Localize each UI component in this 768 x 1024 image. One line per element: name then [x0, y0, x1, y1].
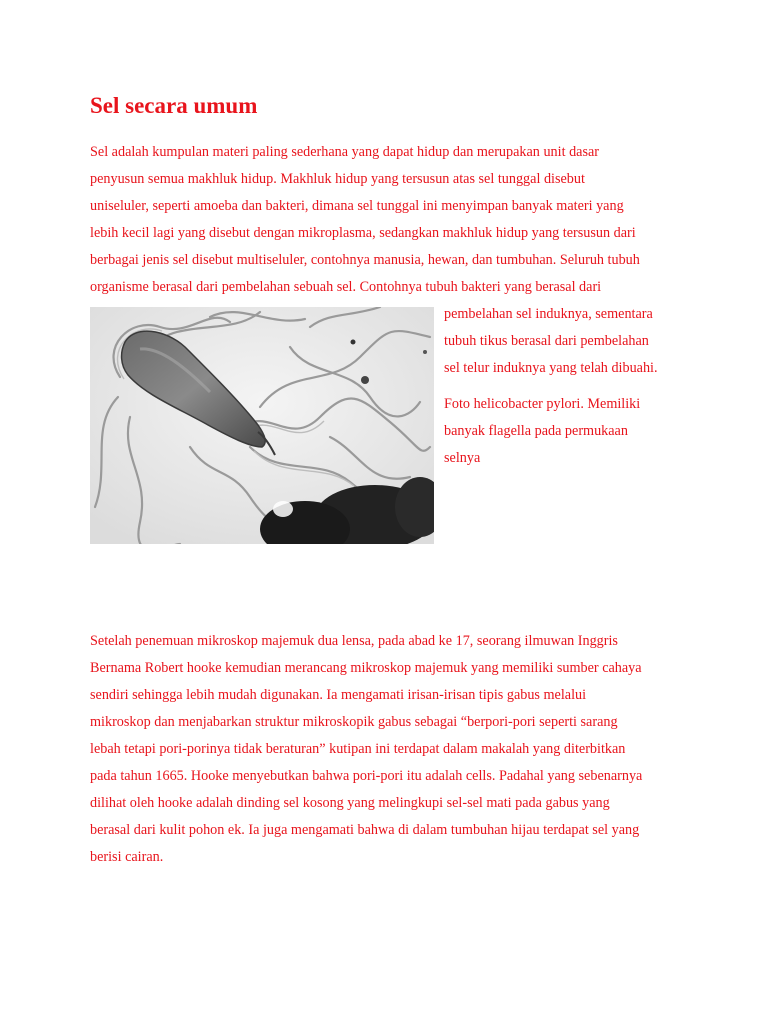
photo-caption	[444, 391, 704, 472]
paragraph-line: berbagai jenis sel disebut multiseluler, contohnya manusia, hewan, dan tumbuhan. Seluruh tubuh	[90, 252, 640, 268]
caption-line: banyak flagella pada permukaan	[444, 423, 628, 439]
paragraph-line: pada tahun 1665. Hooke menyebutkan bahwa pori-pori itu adalah cells. Padahal yang sebenarnya	[90, 768, 643, 784]
paragraph-line: dilihat oleh hooke adalah dinding sel kosong yang melingkupi sel-sel mati pada gabus yang	[90, 795, 610, 811]
paragraph-line: mikroskop dan menjabarkan struktur mikroskopik gabus sebagai “berpori-pori seperti sarang	[90, 714, 618, 730]
page-title: Sel secara umum	[90, 93, 258, 118]
paragraph-line: uniseluler, seperti amoeba dan bakteri, dimana sel tunggal ini menyimpan banyak materi yang	[90, 198, 624, 214]
bacteria-micrograph-image	[90, 307, 434, 544]
paragraph-line: lebah tetapi pori-porinya tidak beraturan” kutipan ini terdapat dalam makalah yang diterbitkan	[90, 741, 626, 757]
paragraph-hooke	[90, 628, 690, 871]
paragraph-line: berasal dari kulit pohon ek. Ia juga mengamati bahwa di dalam tumbuhan hijau terdapat sel yang	[90, 822, 640, 838]
caption-line: Foto helicobacter pylori. Memiliki	[444, 396, 641, 412]
paragraph-line: berisi cairan.	[90, 849, 164, 865]
paragraph-line: penyusun semua makhluk hidup. Makhluk hidup yang tersusun atas sel tunggal disebut	[90, 171, 585, 187]
paragraph-line: Setelah penemuan mikroskop majemuk dua lensa, pada abad ke 17, seorang ilmuwan Inggris	[90, 633, 618, 649]
paragraph-line: Bernama Robert hooke kemudian merancang mikroskop majemuk yang memiliki sumber cahaya	[90, 660, 642, 676]
paragraph-line: tubuh tikus berasal dari pembelahan	[444, 333, 649, 349]
caption-line: selnya	[444, 450, 481, 466]
paragraph-line: sel telur induknya yang telah dibuahi.	[444, 360, 658, 376]
paragraph-line: Sel adalah kumpulan materi paling sederhana yang dapat hidup dan merupakan unit dasar	[90, 144, 600, 160]
paragraph-line: organisme berasal dari pembelahan sebuah sel. Contohnya tubuh bakteri yang berasal dari	[90, 279, 602, 295]
paragraph-line: pembelahan sel induknya, sementara	[444, 306, 653, 322]
paragraph-intro-continued	[444, 301, 704, 382]
paragraph-intro	[90, 139, 690, 301]
paragraph-line: lebih kecil lagi yang disebut dengan mikroplasma, sedangkan makhluk hidup yang tersusun dari	[90, 225, 636, 241]
helicobacter-pylori-photo	[90, 307, 434, 544]
paragraph-line: sendiri sehingga lebih mudah digunakan. Ia mengamati irisan-irisan tipis gabus melalui	[90, 687, 587, 703]
